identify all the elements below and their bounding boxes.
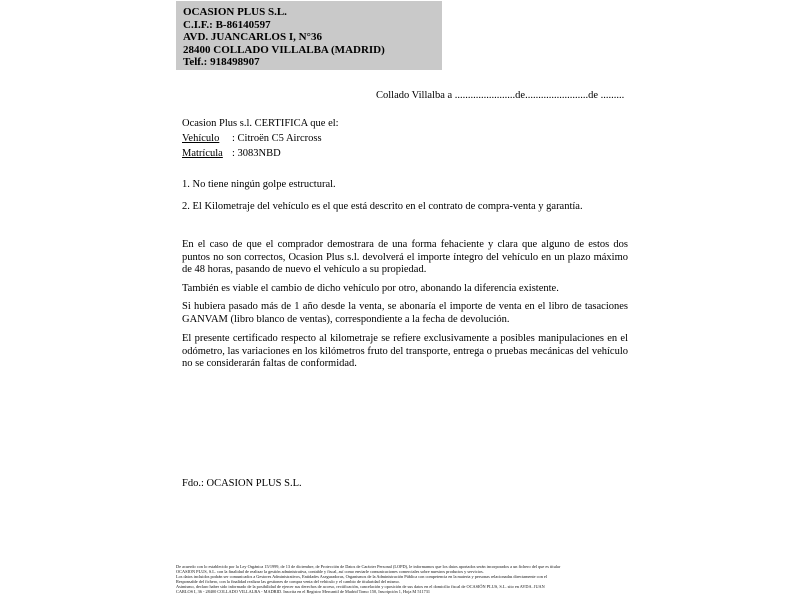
body-paragraph: También es viable el cambio de dicho vehículo por otro, abonando la diferencia existente. — [182, 282, 559, 294]
legal-line: Asimismo, declaro haber sido informado de la posibilidad de ejercer sus derechos de acceso, rectificación, cancelación y oposición de sus datos en el domicilio fiscal de OCASIÓN PLUS, S.L. sito en AVDA. JUAN — [176, 584, 545, 589]
legal-line: Responsable del fichero, con la finalidad realizar las gestiones de compra venta del vehículo y el cambio de titularidad del mismo. — [176, 579, 400, 584]
company-cif: C.I.F.: B-86140597 — [183, 18, 271, 31]
certificate-points — [182, 178, 632, 222]
body-paragraph: Si hubiera pasado más de 1 año desde la venta, se abonaría el importe de venta en el libro de tasaciones GANVAM (libro blanco de ventas), correspondiente a la fecha de devolución. — [182, 301, 628, 325]
plate-row — [182, 146, 339, 161]
legal-footer — [176, 564, 636, 594]
body-paragraph: En el caso de que el comprador demostrara de una forma fehaciente y clara que alguno de estos dos puntos no son correctos, Ocasion Plus s.l. devolverá el importe íntegro del vehículo en un plazo máximo de 48 horas, pasando de nuevo el vehículo a su propiedad. — [182, 239, 628, 275]
vehicle-separator: : — [232, 133, 235, 144]
company-letterhead — [176, 1, 442, 70]
body-paragraphs — [182, 239, 628, 377]
legal-line: De acuerdo con lo establecido por la Ley Orgánica 15/1999, de 13 de diciembre, de Protección de Datos de Carácter Personal (LOPD), le informamos que los datos aportados serán incorporados a un fichero del que es titular — [176, 564, 561, 569]
certificate-point: 1. No tiene ningún golpe estructural. — [182, 179, 336, 190]
plate-label: Matrícula — [182, 148, 223, 159]
signature-line: Fdo.: OCASION PLUS S.L. — [182, 478, 302, 489]
date-line: Collado Villalba a .......................de........................de ......... — [376, 90, 625, 101]
legal-line: Los datos incluidos podrán ser comunicados a Gestores Administrativos, Entidades Aseguradoras, Organismos de la Administración Pública con competencia en la materia y personas relacionadas directamente con el — [176, 574, 548, 579]
company-phone: Telf.: 918498907 — [183, 56, 260, 69]
certify-intro: Ocasion Plus s.l. CERTIFICA que el: — [182, 118, 339, 129]
company-city: 28400 COLLADO VILLALBA (MADRID) — [183, 43, 385, 56]
legal-line: OCASION PLUS, S.L. con la finalidad de realizar la gestión administrativa, contable y fiscal, así como enviarle comunicaciones comerciales sobre nuestros productos y servicios. — [176, 569, 484, 574]
vehicle-row — [182, 131, 339, 146]
company-address: AVD. JUANCARLOS I, N°36 — [183, 31, 322, 44]
body-paragraph: El presente certificado respecto al kilometraje se refiere exclusivamente a posibles manipulaciones en el odómetro, las variaciones en los kilómetros fruto del transporte, entrega o pruebas mecánicas del vehículo no se considerarán faltas de conformidad. — [182, 333, 628, 369]
plate-separator: : — [232, 148, 235, 159]
vehicle-value: Citroën C5 Aircross — [237, 133, 322, 144]
company-name: OCASION PLUS S.L. — [183, 6, 287, 18]
certification-block — [182, 116, 339, 161]
plate-value: 3083NBD — [237, 148, 281, 159]
legal-line: CARLOS I, 36 - 28400 COLLADO VILLALBA - MADRID. Inscrita en el Registro Mercantil de Madrid Tomo 150, Inscripción 1, Hoja M 511731 — [176, 589, 431, 594]
certificate-point: 2. El Kilometraje del vehículo es el que está descrito en el contrato de compra-venta y garantía. — [182, 201, 583, 212]
vehicle-label: Vehículo — [182, 133, 220, 144]
